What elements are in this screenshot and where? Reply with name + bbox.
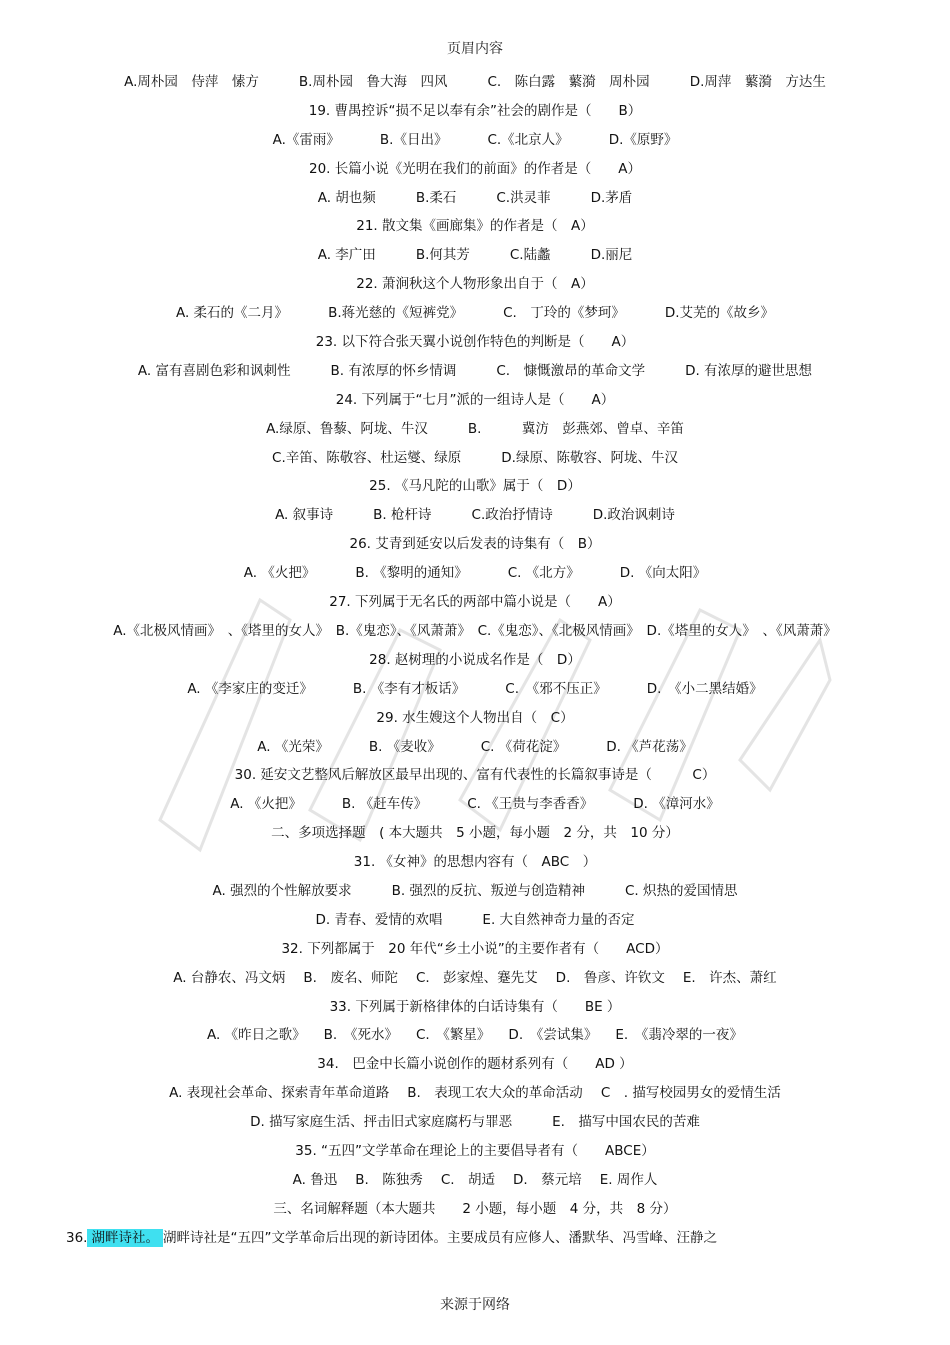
options-line [0,184,950,213]
question-text: 27. 下列属于无名氏的两部中篇小说是（ A） [329,594,621,611]
option-item: A. 胡也频 [317,189,376,206]
question-text: 31. 《女神》的思想内容有（ ABC ） [353,854,597,871]
option-item: B. 陈独秀 [355,1171,423,1188]
question-text: 32. 下列都属于 20 年代“乡土小说”的主要作者有（ ACD） [281,940,669,957]
question-line [0,935,950,964]
option-item: B. 表现工农大众的革命活动 [407,1085,583,1102]
question-text: 三、名词解释题（本大题共 2 小题，每小题 4 分，共 8 分） [273,1200,677,1217]
question-text: 19. 曹禺控诉“损不足以奉有余”社会的剧作是（ B） [308,102,642,119]
option-item: B. 《李有才板话》 [352,680,466,697]
option-item: B. 枪杆诗 [373,507,432,524]
option-item: A. 柔石的《二月》 [175,305,289,322]
option-item: A.《雷雨》 [272,131,340,148]
question-line [0,588,950,617]
option-item: C.《北京人》 [487,131,569,148]
question-line [0,646,950,675]
option-item: B. 《黎明的通知》 [355,565,468,582]
question-line [0,1050,950,1079]
option-item: C. 慷慨激昂的革命文学 [496,362,646,379]
option-item: A. 《李家庄的变迁》 [187,680,313,697]
options-line [0,1166,950,1195]
options-wrapped: A.《北极风情画》 、《塔里的女人》 B.《鬼恋》、《风萧萧》 C.《鬼恋》、《北极风情画》 D.《塔里的女人》 、《风萧萧》 [113,622,837,639]
option-item: B. 《赶车传》 [341,796,428,813]
option-item: B. 《死水》 [323,1027,398,1044]
options-line [0,906,950,935]
option-item: C. 胡适 [440,1171,496,1188]
question-line [0,328,950,357]
options-line [0,675,950,704]
question-text: 25. 《马凡陀的山歌》属于（ D） [369,478,581,495]
option-item: E. 描写中国农民的苦难 [552,1114,700,1131]
question-number: 36. [66,1229,88,1246]
option-item: B. 有浓厚的怀乡情调 [330,362,457,379]
option-item: C. 炽热的爱国情思 [624,882,738,899]
question-line [0,386,950,415]
option-item: C. 《北方》 [507,565,580,582]
option-item: E. 大自然神奇力量的否定 [482,911,635,928]
question-text: 二、多项选择题 ( 本大题共 5 小题，每小题 2 分，共 10 分） [271,825,679,842]
question-text: 33. 下列属于新格律体的白话诗集有（ BE ） [329,998,621,1015]
option-item: E. 许杰、萧红 [682,969,777,986]
option-item: D. 有浓厚的避世思想 [685,362,813,379]
option-item: C. 彭家煌、蹇先艾 [415,969,538,986]
question-line [0,848,950,877]
options-line [0,877,950,906]
question-line [0,1195,950,1224]
options-line [0,126,950,155]
question-line [0,270,950,299]
question-line [0,97,950,126]
option-item: A. 李广田 [317,247,376,264]
option-item: A. 《火把》 [243,565,316,582]
options-line [0,559,950,588]
option-item: C. 《繁星》 [415,1027,491,1044]
question-line [0,993,950,1022]
option-item: D. 《芦花荡》 [606,738,693,755]
option-item: D.周萍 蘩漪 方达生 [689,74,826,90]
option-item: A. 富有喜剧色彩和讽刺性 [137,362,291,379]
options-line [0,415,950,444]
question-line [0,155,950,184]
option-item: C.陆蠡 [509,247,551,264]
option-item: D. 鲁彦、许钦文 [555,969,665,986]
option-item: D. 青春、爱情的欢唱 [315,911,443,928]
option-item: B. 冀汸 彭燕郊、曾卓、辛笛 [467,420,684,437]
option-item: A. 《昨日之歌》 [207,1027,306,1044]
option-item: B.蒋光慈的《短裤党》 [328,305,464,322]
option-item: D. 《漳河水》 [633,796,720,813]
option-item: D.政治讽刺诗 [592,507,675,524]
question-text: 23. 以下符合张天翼小说创作特色的判断是（ A） [315,334,635,351]
highlighted-term: 湖畔诗社。 [87,1229,163,1247]
question-text: 24. 下列属于“七月”派的一组诗人是（ A） [335,391,615,408]
option-item: B.周朴园 鲁大海 四风 [298,74,448,90]
option-item: A. 叙事诗 [275,507,334,524]
question-text: 20. 长篇小说《光明在我们的前面》的作者是（ A） [309,160,641,177]
option-item: D. 《小二黑结婚》 [646,680,763,697]
options-line [0,444,950,473]
option-item: D.《原野》 [608,131,678,148]
question-text: 26. 艾青到延安以后发表的诗集有（ B） [349,536,601,553]
question-line [0,212,950,241]
option-item: B.《日出》 [379,131,448,148]
option-item: D.艾芜的《故乡》 [664,305,775,322]
option-item: C. 《王贵与李香香》 [467,796,594,813]
exam-content [0,68,950,1253]
option-item: C.辛笛、陈敬容、杜运燮、绿原 [272,449,462,466]
question-line [0,761,950,790]
option-item: D. 《向太阳》 [619,565,707,582]
option-item: A. 强烈的个性解放要求 [212,882,352,899]
options-line [0,241,950,270]
option-item: A. 《光荣》 [257,738,329,755]
definition-line [0,1224,950,1253]
options-line [0,790,950,819]
option-item: D. 描写家庭生活、抨击旧式家庭腐朽与罪恶 [250,1114,513,1131]
option-item: D.绿原、陈敬容、阿垅、牛汉 [501,449,678,466]
option-item: B. 强烈的反抗、叛逆与创造精神 [391,882,585,899]
question-text: 22. 萧涧秋这个人物形象出自于（ A） [356,276,594,293]
option-item: D. 蔡元培 [513,1171,582,1188]
option-item: A.周朴园 侍萍 愫方 [124,74,259,90]
option-item: B.何其芳 [415,247,470,264]
options-line [0,1021,950,1050]
option-item: C. 丁玲的《梦珂》 [503,305,625,322]
options-line [0,299,950,328]
question-text: 35. “五四”文学革命在理论上的主要倡导者有（ ABCE） [295,1142,655,1159]
option-item: E. 《翡冷翠的一夜》 [615,1027,743,1044]
option-item: D.茅盾 [590,189,633,206]
options-line [0,68,950,97]
option-item: B.柔石 [415,189,457,206]
question-text: 28. 赵树理的小说成名作是（ D） [369,651,581,668]
options-line [0,733,950,762]
option-item: C. 陈白露 蘩漪 周朴园 [487,74,650,90]
option-item: B. 《麦收》 [368,738,441,755]
option-item: C.洪灵菲 [496,189,551,206]
option-item: B. 废名、师陀 [303,969,398,986]
option-item: A. 鲁迅 [292,1171,338,1188]
definition-text: 湖畔诗社是“五四”文学革命后出现的新诗团体。主要成员有应修人、潘默华、冯雪峰、汪静之 [162,1229,717,1246]
option-item: C . 描写校园男女的爱情生活 [600,1085,781,1102]
option-item: C.政治抒情诗 [471,507,553,524]
question-text: 34. 巴金中长篇小说创作的题材系列有（ AD ） [317,1056,633,1073]
option-item: A.绿原、鲁藜、阿垅、牛汉 [266,420,428,437]
options-line [0,501,950,530]
options-line [0,1079,950,1108]
option-item: A. 台静农、冯文炳 [173,969,286,986]
option-item: A. 表现社会革命、探索青年革命道路 [169,1085,390,1102]
options-line [0,964,950,993]
option-item: C. 《邪不压正》 [505,680,607,697]
option-item: D.丽尼 [590,247,633,264]
options-line [0,1108,950,1137]
question-line [0,1137,950,1166]
option-item: D. 《尝试集》 [508,1027,598,1044]
question-text: 30. 延安文艺整风后解放区最早出现的、富有代表性的长篇叙事诗是（ C） [234,767,716,784]
page-footer: 来源于网络 [440,1297,510,1313]
option-item: E. 周作人 [599,1171,658,1188]
question-text: 21. 散文集《画廊集》的作者是（ A） [356,218,594,235]
question-line [0,472,950,501]
question-text: 29. 水生嫂这个人物出自（ C） [376,709,574,726]
option-item: A. 《火把》 [230,796,302,813]
option-item: C. 《荷花淀》 [480,738,567,755]
page-header: 页眉内容 [447,41,503,57]
question-line [0,819,950,848]
question-line [0,530,950,559]
options-line [0,357,950,386]
question-line [0,704,950,733]
